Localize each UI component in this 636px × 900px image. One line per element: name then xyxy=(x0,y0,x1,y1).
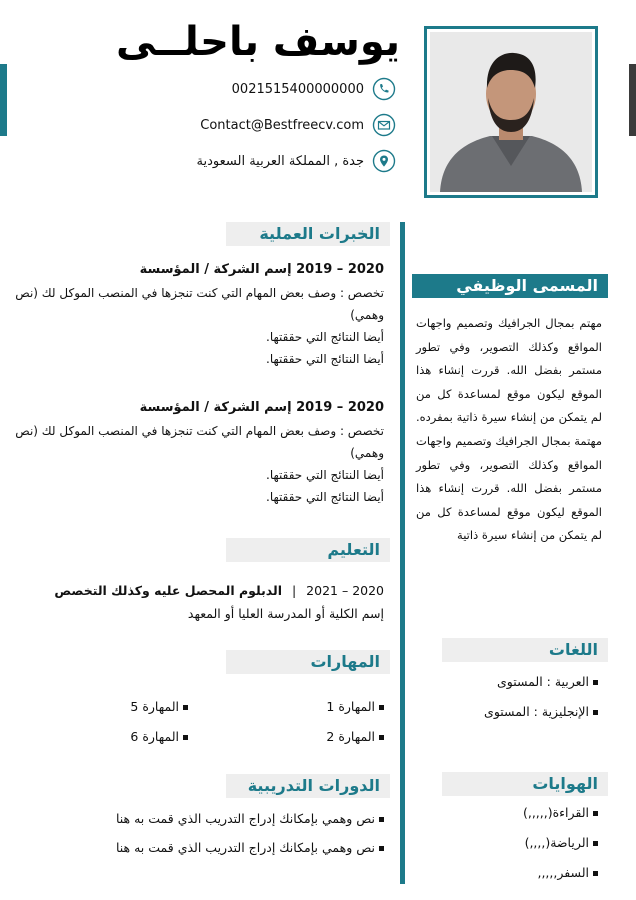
section-title: المسمى الوظيفي xyxy=(456,276,598,295)
education-years: 2020 – 2021 xyxy=(306,583,384,598)
hobby-label: الرياضة(,,,,) xyxy=(524,835,589,850)
hobby-item xyxy=(440,835,598,850)
bullet xyxy=(379,705,384,710)
skill-item xyxy=(100,699,188,714)
hobby-label: السفر,,,,, xyxy=(537,865,589,880)
section-title: الهوايات xyxy=(532,774,598,793)
skill-item xyxy=(300,729,384,744)
course-label: نص وهمي بإمكانك إدراج التدريب الذي قمت به هنا xyxy=(115,811,375,826)
education-school: إسم الكلية أو المدرسة العليا أو المعهد xyxy=(187,606,384,621)
experience-result: أيضا النتائج التي حققتها. xyxy=(266,490,384,504)
experience-description xyxy=(14,282,384,370)
contact-phone xyxy=(150,76,396,102)
course-label: نص وهمي بإمكانك إدراج التدريب الذي قمت به هنا xyxy=(115,840,375,855)
section-header-job-title xyxy=(412,274,608,298)
section-title: الدورات التدريبية xyxy=(247,776,380,795)
skill-item xyxy=(300,699,384,714)
contact-address xyxy=(150,148,396,174)
skill-label: المهارة 6 xyxy=(130,729,179,744)
section-header-courses xyxy=(226,774,390,798)
skill-label: المهارة 2 xyxy=(326,729,375,744)
language-item xyxy=(440,674,598,689)
section-header-experience xyxy=(226,222,390,246)
location-pin-icon xyxy=(372,149,396,173)
section-header-languages xyxy=(442,638,608,662)
experience-description xyxy=(14,420,384,508)
bullet xyxy=(593,680,598,685)
course-item xyxy=(100,811,384,826)
bullet xyxy=(379,846,384,851)
experience-desc: تخصص : وصف بعض المهام التي كنت تنجزها في المنصب الموكل لك (نص وهمي) xyxy=(15,286,384,322)
contact-email xyxy=(150,112,396,138)
language-item xyxy=(440,704,598,719)
address: جدة , المملكة العربية السعودية xyxy=(196,153,364,169)
bullet xyxy=(593,710,598,715)
column-divider xyxy=(400,222,405,884)
language-label: الإنجليزية : المستوى xyxy=(484,704,589,719)
envelope-icon xyxy=(372,113,396,137)
person-silhouette-icon xyxy=(430,32,592,192)
section-title: الخبرات العملية xyxy=(259,224,380,243)
bullet xyxy=(379,817,384,822)
experience-result: أيضا النتائج التي حققتها. xyxy=(266,330,384,344)
email-address: Contact@Bestfreecv.com xyxy=(200,117,364,133)
bullet xyxy=(593,871,598,876)
section-title: اللغات xyxy=(548,640,598,659)
section-title: التعليم xyxy=(327,540,380,559)
hobby-item xyxy=(440,805,598,820)
course-item xyxy=(100,840,384,855)
bullet xyxy=(183,705,188,710)
hobby-label: القراءة(,,,,,) xyxy=(522,805,589,820)
section-header-education xyxy=(226,538,390,562)
section-title: المهارات xyxy=(310,652,380,671)
decorative-edge-bar-left xyxy=(0,64,7,136)
section-header-hobbies xyxy=(442,772,608,796)
experience-result: أيضا النتائج التي حققتها. xyxy=(266,352,384,366)
decorative-edge-bar-right xyxy=(629,64,636,136)
profile-photo-image xyxy=(430,32,592,192)
experience-title: 2020 – 2019 إسم الشركة / المؤسسة xyxy=(139,262,384,277)
education-degree: الدبلوم المحصل عليه وكذلك التخصص xyxy=(54,583,282,598)
section-header-skills xyxy=(226,650,390,674)
profile-summary: مهتم بمجال الجرافيك وتصميم واجهات المواقع وكذلك التصوير، وفي تطور مستمر بفضل الله. قررت إنشاء هذا الموقع ليكون موقع لمساعدة كل من لم يتمكن من إنشاء سيرة ذاتية بمفرده. مهتمة بمجال الجرافيك وتصميم واجهات المواقع وكذلك التصوير، وفي تطور مستمر بفضل الله. قررت إنشاء هذا الموقع ليكون موقع لمساعدة كل من لم يتمكن من إنشاء سيرة ذاتية xyxy=(416,316,602,543)
education-line xyxy=(20,583,384,598)
candidate-name: يوسف باحلــى xyxy=(115,19,400,65)
phone-number: 0021515400000000 xyxy=(231,81,364,97)
experience-desc: تخصص : وصف بعض المهام التي كنت تنجزها في المنصب الموكل لك (نص وهمي) xyxy=(15,424,384,460)
phone-icon xyxy=(372,77,396,101)
language-label: العربية : المستوى xyxy=(497,674,589,689)
bullet xyxy=(593,841,598,846)
profile-photo xyxy=(424,26,598,198)
bullet xyxy=(183,735,188,740)
skill-item xyxy=(100,729,188,744)
bullet xyxy=(379,735,384,740)
skill-label: المهارة 5 xyxy=(130,699,179,714)
skill-label: المهارة 1 xyxy=(326,699,375,714)
experience-result: أيضا النتائج التي حققتها. xyxy=(266,468,384,482)
experience-title: 2020 – 2019 إسم الشركة / المؤسسة xyxy=(139,400,384,415)
bullet xyxy=(593,811,598,816)
hobby-item xyxy=(440,865,598,880)
education-separator: | xyxy=(291,583,297,598)
